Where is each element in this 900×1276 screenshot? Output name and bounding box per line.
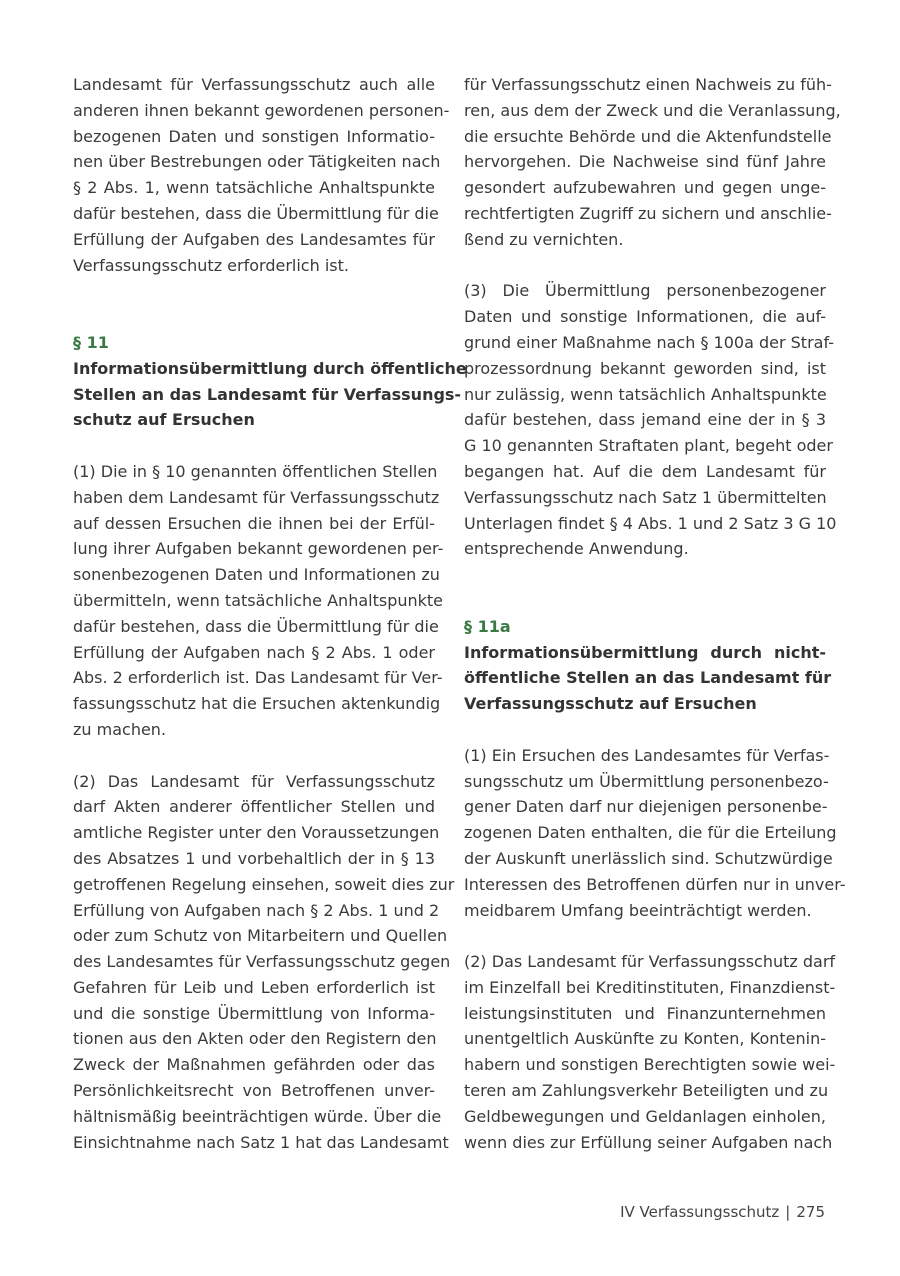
spacer bbox=[73, 278, 435, 330]
text-line: Erfüllung von Aufgaben nach § 2 Abs. 1 und 2 bbox=[73, 900, 440, 920]
text-line: nur zulässig, wenn tatsächlich Anhaltspunkte bbox=[464, 384, 827, 404]
text-line: Erfüllung der Aufgaben des Landesamtes für bbox=[73, 229, 435, 249]
text-line: Daten und sonstige Informationen, die auf- bbox=[464, 307, 826, 327]
text-line: bezogenen Daten und sonstigen Informatio- bbox=[73, 126, 435, 146]
section-title-line: Stellen an das Landesamt für Verfassungs- bbox=[73, 384, 462, 404]
text-line: (2) Das Landesamt für Verfassungsschutz darf bbox=[464, 952, 836, 972]
text-line: Abs. 2 erforderlich ist. Das Landesamt für Ver- bbox=[73, 668, 443, 688]
text-line: nen über Bestrebungen oder Tätigkeiten nach bbox=[73, 152, 441, 172]
paragraph bbox=[464, 278, 837, 562]
text-line: begangen hat. Auf die dem Landesamt für bbox=[464, 461, 826, 481]
spacer bbox=[73, 433, 435, 459]
text-line: dafür bestehen, dass jemand eine der in § 3 bbox=[464, 410, 826, 430]
text-line: Persönlichkeitsrecht von Betroffenen unver- bbox=[73, 1081, 435, 1101]
section-number: § 11a bbox=[464, 616, 511, 636]
text-line: sungsschutz um Übermittlung personenbezo- bbox=[464, 771, 829, 791]
text-line: rechtfertigten Zugriff zu sichern und anschlie- bbox=[464, 203, 832, 223]
text-line: Interessen des Betroffenen dürfen nur in unver- bbox=[464, 874, 846, 894]
text-line: Gefahren für Leib und Leben erforderlich ist bbox=[73, 977, 435, 997]
text-line: leistungsinstituten und Finanzunternehmen bbox=[464, 1003, 826, 1023]
text-line: für Verfassungsschutz einen Nachweis zu füh- bbox=[464, 75, 832, 94]
paragraph bbox=[73, 72, 450, 278]
spacer bbox=[73, 743, 435, 769]
text-line: amtliche Register unter den Voraussetzungen bbox=[73, 823, 440, 843]
footer-separator: | bbox=[785, 1203, 791, 1221]
text-line: Verfassungsschutz erforderlich ist. bbox=[73, 255, 349, 275]
text-line: Landesamt für Verfassungsschutz auch alle bbox=[73, 75, 435, 94]
section-title-line: öffentliche Stellen an das Landesamt für bbox=[464, 668, 832, 688]
text-line: zu machen. bbox=[73, 719, 167, 739]
text-line: § 2 Abs. 1, wenn tatsächliche Anhaltspunkte bbox=[73, 178, 435, 198]
text-line: Einsichtnahme nach Satz 1 hat das Landesamt bbox=[73, 1132, 449, 1152]
text-line: (1) Ein Ersuchen des Landesamtes für Verfas- bbox=[464, 745, 830, 765]
text-line: der Auskunft unerlässlich sind. Schutzwürdige bbox=[464, 848, 833, 868]
text-line: haben dem Landesamt für Verfassungsschutz bbox=[73, 487, 440, 507]
text-line: Zweck der Maßnahmen gefährden oder das bbox=[73, 1055, 435, 1075]
text-line: teren am Zahlungsverkehr Beteiligten und zu bbox=[464, 1081, 829, 1101]
text-line: Geldbewegungen und Geldanlagen einholen, bbox=[464, 1106, 826, 1126]
paragraph bbox=[464, 72, 841, 253]
paragraph bbox=[73, 769, 455, 1156]
paragraph bbox=[464, 949, 836, 1155]
spacer bbox=[464, 253, 826, 279]
text-line: (1) Die in § 10 genannten öffentlichen Stellen bbox=[73, 461, 438, 481]
text-line: wenn dies zur Erfüllung seiner Aufgaben nach bbox=[464, 1132, 833, 1152]
section-title-line: schutz auf Ersuchen bbox=[73, 410, 255, 430]
page-number: 275 bbox=[796, 1203, 825, 1221]
text-line: darf Akten anderer öffentlicher Stellen und bbox=[73, 797, 435, 817]
text-line: ren, aus dem der Zweck und die Veranlassung, bbox=[464, 100, 841, 120]
text-line: auf dessen Ersuchen die ihnen bei der Erfül- bbox=[73, 513, 435, 533]
text-line: im Einzelfall bei Kreditinstituten, Finanzdienst- bbox=[464, 977, 836, 997]
section-title bbox=[73, 356, 467, 433]
text-line: des Landesamtes für Verfassungsschutz gegen bbox=[73, 952, 451, 972]
section-title-line: Informationsübermittlung durch öffentliche bbox=[73, 358, 467, 378]
text-line: Verfassungsschutz nach Satz 1 übermittelten bbox=[464, 487, 827, 507]
section-title bbox=[464, 640, 832, 717]
text-line: zogenen Daten enthalten, die für die Erteilung bbox=[464, 823, 837, 843]
text-line: habern und sonstigen Berechtigten sowie wei- bbox=[464, 1055, 836, 1075]
text-line: (2) Das Landesamt für Verfassungsschutz bbox=[73, 771, 435, 791]
text-line: die ersuchte Behörde und die Aktenfundstelle bbox=[464, 126, 832, 146]
left-column bbox=[73, 72, 467, 1155]
section-number: § 11 bbox=[73, 332, 109, 352]
text-line: fassungsschutz hat die Ersuchen aktenkundig bbox=[73, 694, 441, 714]
paragraph bbox=[464, 743, 846, 924]
text-line: grund einer Maßnahme nach § 100a der Straf- bbox=[464, 332, 834, 352]
text-line: dafür bestehen, dass die Übermittlung für die bbox=[73, 203, 439, 223]
text-line: prozessordnung bekannt geworden sind, ist bbox=[464, 358, 826, 378]
page-footer bbox=[620, 1203, 825, 1221]
section-title-line: Informationsübermittlung durch nicht- bbox=[464, 642, 826, 662]
text-line: und die sonstige Übermittlung von Informa- bbox=[73, 1003, 435, 1023]
text-line: getroffenen Regelung einsehen, soweit dies zur bbox=[73, 874, 455, 894]
text-line: (3) Die Übermittlung personenbezogener bbox=[464, 281, 826, 301]
text-line: übermitteln, wenn tatsächliche Anhaltspunkte bbox=[73, 590, 444, 610]
text-line: G 10 genannten Straftaten plant, begeht oder bbox=[464, 436, 833, 456]
text-line: unentgeltlich Auskünfte zu Konten, Kontenin- bbox=[464, 1029, 826, 1049]
text-line: anderen ihnen bekannt gewordenen personen- bbox=[73, 100, 450, 120]
text-line: oder zum Schutz von Mitarbeitern und Quellen bbox=[73, 926, 448, 946]
spacer bbox=[464, 923, 826, 949]
text-line: tionen aus den Akten oder den Registern den bbox=[73, 1029, 437, 1049]
text-line: Erfüllung der Aufgaben nach § 2 Abs. 1 oder bbox=[73, 642, 435, 662]
text-line: Unterlagen findet § 4 Abs. 1 und 2 Satz 3 G 10 bbox=[464, 513, 837, 533]
text-line: entsprechende Anwendung. bbox=[464, 539, 689, 559]
text-line: sonenbezogenen Daten und Informationen zu bbox=[73, 565, 440, 585]
text-line: hervorgehen. Die Nachweise sind fünf Jahre bbox=[464, 152, 826, 172]
text-line: ßend zu vernichten. bbox=[464, 229, 624, 249]
text-line: meidbarem Umfang beeinträchtigt werden. bbox=[464, 900, 812, 920]
section-title-line: Verfassungsschutz auf Ersuchen bbox=[464, 694, 757, 714]
text-line: gesondert aufzubewahren und gegen unge- bbox=[464, 178, 826, 198]
text-line: lung ihrer Aufgaben bekannt gewordenen per- bbox=[73, 539, 444, 559]
text-line: hältnismäßig beeinträchtigen würde. Über die bbox=[73, 1106, 442, 1126]
section-heading bbox=[73, 330, 467, 433]
spacer bbox=[464, 717, 826, 743]
section-heading bbox=[464, 614, 832, 717]
text-line: des Absatzes 1 und vorbehaltlich der in § 13 bbox=[73, 848, 435, 868]
spacer bbox=[464, 562, 826, 614]
paragraph bbox=[73, 459, 444, 743]
text-line: dafür bestehen, dass die Übermittlung für die bbox=[73, 616, 439, 636]
text-line: gener Daten darf nur diejenigen personenbe- bbox=[464, 797, 828, 817]
right-column bbox=[464, 72, 846, 1155]
footer-chapter: IV Verfassungsschutz bbox=[620, 1203, 780, 1221]
